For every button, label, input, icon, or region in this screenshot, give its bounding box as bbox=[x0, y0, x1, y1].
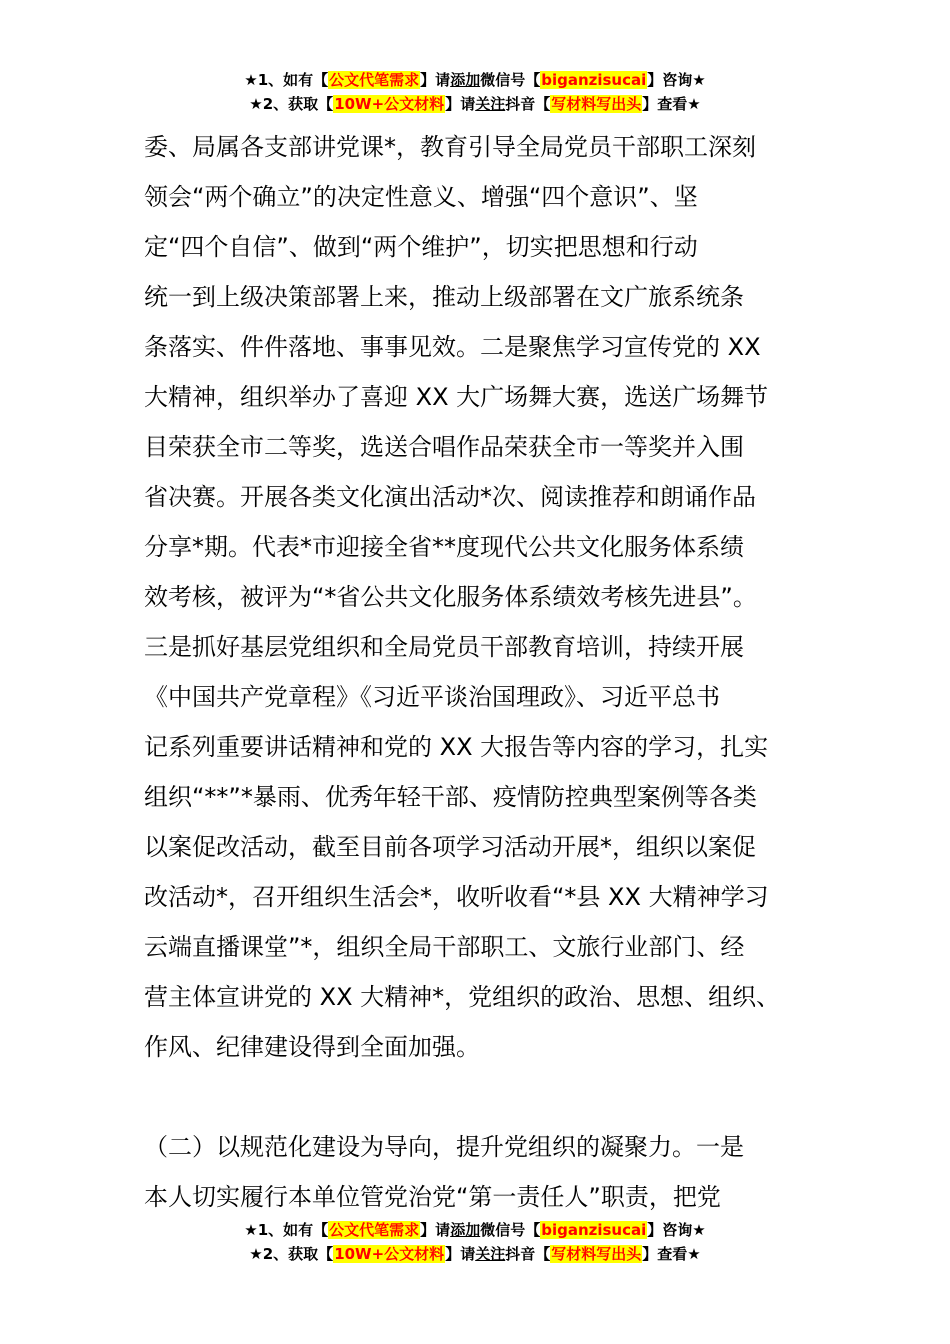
body-line: 营主体宣讲党的 XX 大精神*，党组织的政治、思想、组织、 bbox=[144, 983, 781, 1011]
banner-text: ★2、获取【 bbox=[249, 1245, 334, 1263]
body-line: 三是抓好基层党组织和全局党员干部教育培训，持续开展 bbox=[144, 633, 744, 661]
banner-highlight-service: 公文代笔需求 bbox=[329, 71, 420, 89]
document-body bbox=[144, 122, 808, 1222]
banner-text: ★2、获取【 bbox=[249, 95, 334, 113]
banner-underlined: 关注 bbox=[475, 1245, 506, 1263]
body-line: 委、局属各支部讲党课*，教育引导全局党员干部职工深刻 bbox=[144, 133, 756, 161]
banner-highlight-wechat: biganzisucai bbox=[541, 71, 647, 89]
section-heading-line: （二）以规范化建设为导向，提升党组织的凝聚力。一是 bbox=[144, 1133, 744, 1161]
banner-text: 】查看★ bbox=[642, 1245, 701, 1263]
body-line: 本人切实履行本单位管党治党“第一责任人”职责，把党 bbox=[144, 1183, 721, 1211]
body-line: 大精神，组织举办了喜迎 XX 大广场舞大赛，选送广场舞节 bbox=[144, 383, 769, 411]
body-line: 改活动*，召开组织生活会*，收听收看“*县 XX 大精神学习 bbox=[144, 883, 769, 911]
body-line: 省决赛。开展各类文化演出活动*次、阅读推荐和朗诵作品 bbox=[144, 483, 756, 511]
banner-line-2 bbox=[0, 1242, 950, 1266]
body-line: 组织“**”*暴雨、优秀年轻干部、疫情防控典型案例等各类 bbox=[144, 783, 757, 811]
banner-line-2 bbox=[0, 92, 950, 116]
paragraph-gap bbox=[144, 1072, 808, 1122]
banner-text: 】咨询★ bbox=[647, 71, 706, 89]
header-banner bbox=[0, 68, 950, 116]
body-line: 云端直播课堂”*，组织全局干部职工、文旅行业部门、经 bbox=[144, 933, 745, 961]
banner-text: 】请 bbox=[445, 95, 476, 113]
banner-text: ★1、如有【 bbox=[244, 71, 329, 89]
banner-line-1 bbox=[0, 68, 950, 92]
banner-highlight-douyin: 写材料写出头 bbox=[551, 1245, 642, 1263]
banner-highlight-service: 公文代笔需求 bbox=[329, 1221, 420, 1239]
body-line: 分享*期。代表*市迎接全省**度现代公共文化服务体系绩 bbox=[144, 533, 744, 561]
banner-highlight-wechat: biganzisucai bbox=[541, 1221, 647, 1239]
banner-text: 微信号【 bbox=[480, 1221, 541, 1239]
banner-underlined: 添加 bbox=[450, 1221, 481, 1239]
body-line: 领会“两个确立”的决定性意义、增强“四个意识”、坚 bbox=[144, 183, 698, 211]
banner-text: 】请 bbox=[445, 1245, 476, 1263]
banner-text: 】查看★ bbox=[642, 95, 701, 113]
banner-text: 抖音【 bbox=[505, 1245, 551, 1263]
banner-text: ★1、如有【 bbox=[244, 1221, 329, 1239]
body-line: 作风、纪律建设得到全面加强。 bbox=[144, 1033, 480, 1061]
banner-highlight-materials: 10W+公文材料 bbox=[334, 95, 445, 113]
body-line: 条落实、件件落地、事事见效。二是聚焦学习宣传党的 XX bbox=[144, 333, 761, 361]
body-line: 统一到上级决策部署上来，推动上级部署在文广旅系统条 bbox=[144, 283, 744, 311]
banner-highlight-douyin: 写材料写出头 bbox=[551, 95, 642, 113]
banner-text: 】请 bbox=[420, 71, 451, 89]
body-line: 效考核，被评为“*省公共文化服务体系绩效考核先进县”。 bbox=[144, 583, 757, 611]
body-line: 记系列重要讲话精神和党的 XX 大报告等内容的学习，扎实 bbox=[144, 733, 769, 761]
banner-highlight-materials: 10W+公文材料 bbox=[334, 1245, 445, 1263]
banner-text: 】咨询★ bbox=[647, 1221, 706, 1239]
body-line: 目荣获全市二等奖，选送合唱作品荣获全市一等奖并入围 bbox=[144, 433, 744, 461]
body-line: 以案促改活动，截至目前各项学习活动开展*，组织以案促 bbox=[144, 833, 756, 861]
banner-text: 微信号【 bbox=[480, 71, 541, 89]
footer-banner bbox=[0, 1218, 950, 1266]
banner-underlined: 关注 bbox=[475, 95, 506, 113]
banner-text: 抖音【 bbox=[505, 95, 551, 113]
banner-underlined: 添加 bbox=[450, 71, 481, 89]
body-line: 《中国共产党章程》《习近平谈治国理政》、习近平总书 bbox=[144, 683, 720, 711]
banner-line-1 bbox=[0, 1218, 950, 1242]
banner-text: 】请 bbox=[420, 1221, 451, 1239]
body-line: 定“四个自信”、做到“两个维护”，切实把思想和行动 bbox=[144, 233, 698, 261]
